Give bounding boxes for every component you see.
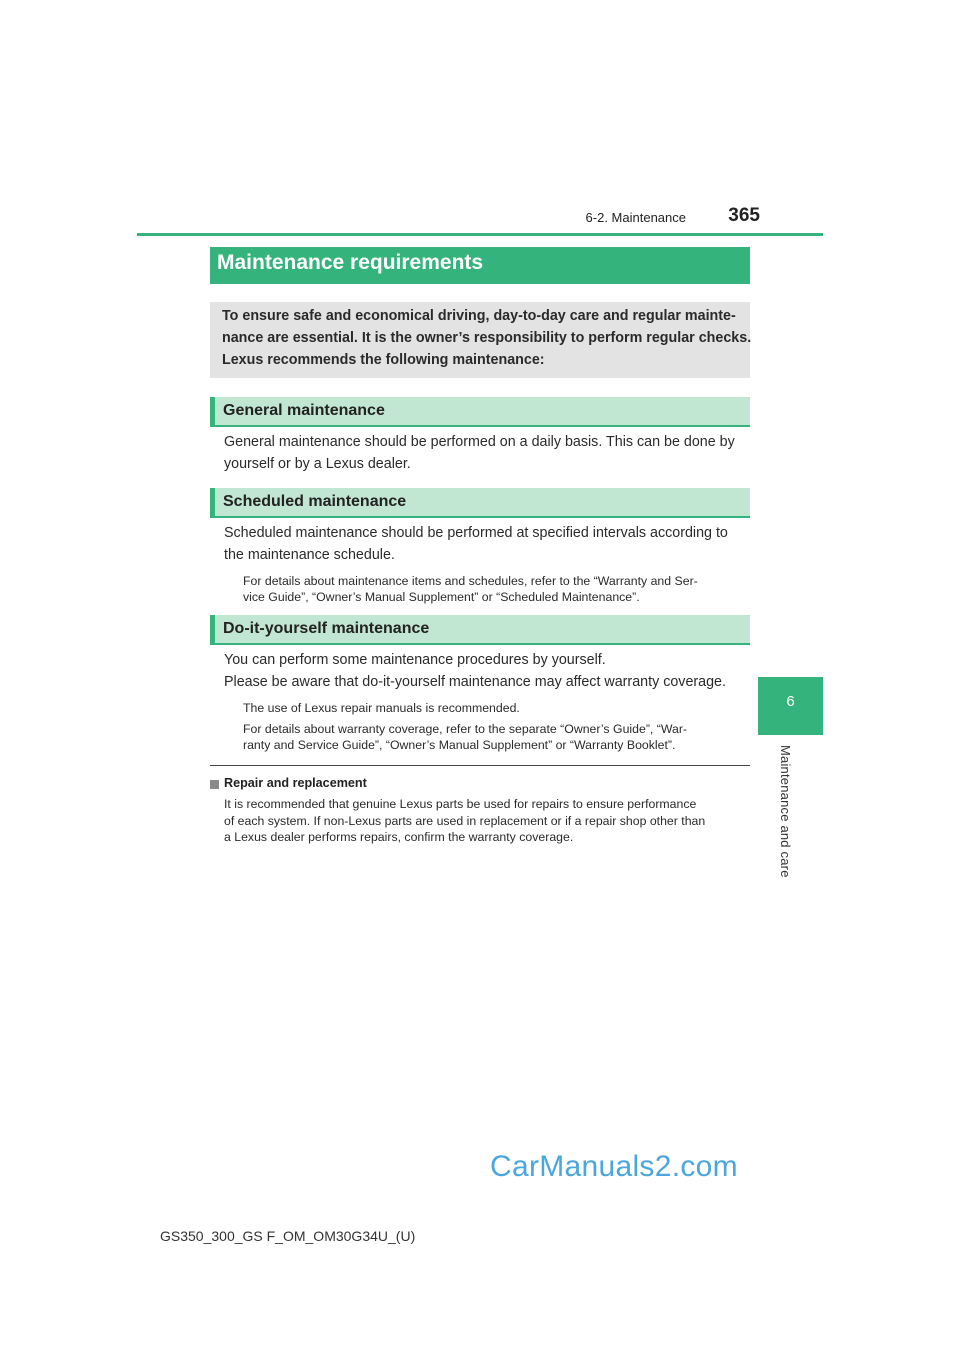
body-line: General maintenance should be performed on a daily basis. This can be done by <box>224 434 735 450</box>
section-label: 6-2. Maintenance <box>585 210 686 225</box>
section-marker <box>210 615 215 645</box>
body-line: It is recommended that genuine Lexus parts be used for repairs to ensure performance <box>224 797 697 811</box>
section-marker <box>210 397 215 427</box>
note-line: ranty and Service Guide”, “Owner’s Manual Supplement” or “Warranty Booklet”. <box>243 738 676 752</box>
body-line: yourself or by a Lexus dealer. <box>224 456 411 472</box>
body-line: of each system. If non-Lexus parts are used in replacement or if a repair shop other than <box>224 814 706 828</box>
note-line: vice Guide”, “Owner’s Manual Supplement” or “Scheduled Maintenance”. <box>243 590 640 604</box>
intro-line: To ensure safe and economical driving, day-to-day care and regular mainte- <box>222 308 736 324</box>
scheduled-maintenance-heading: Scheduled maintenance <box>223 493 407 510</box>
header-rule <box>137 233 823 236</box>
page-number: 365 <box>728 205 760 226</box>
general-maintenance-heading: General maintenance <box>223 402 385 419</box>
repair-heading: Repair and replacement <box>224 776 367 790</box>
intro-line: Lexus recommends the following maintenance: <box>222 352 545 368</box>
page-title: Maintenance requirements <box>217 251 484 274</box>
note-line: For details about maintenance items and schedules, refer to the “Warranty and Ser- <box>243 574 698 588</box>
body-line: the maintenance schedule. <box>224 547 395 563</box>
divider <box>210 765 750 766</box>
note-line: For details about warranty coverage, refer to the separate “Owner’s Guide”, “War- <box>243 722 688 736</box>
body-line: a Lexus dealer performs repairs, confirm the warranty coverage. <box>224 830 574 844</box>
watermark: CarManuals2.com <box>490 1150 738 1183</box>
square-bullet-icon <box>210 780 219 789</box>
body-line: You can perform some maintenance procedures by yourself. <box>224 652 606 668</box>
chapter-label: Maintenance and care <box>778 745 793 878</box>
diy-maintenance-heading: Do-it-yourself maintenance <box>223 620 430 637</box>
body-line: Scheduled maintenance should be performed at specified intervals according to <box>224 525 728 541</box>
body-line: Please be aware that do-it-yourself maintenance may affect warranty coverage. <box>224 674 726 690</box>
chapter-number: 6 <box>786 693 795 710</box>
footer-code: GS350_300_GS F_OM_OM30G34U_(U) <box>160 1228 416 1244</box>
section-marker <box>210 488 215 518</box>
note-line: The use of Lexus repair manuals is recommended. <box>243 701 520 715</box>
intro-line: nance are essential. It is the owner’s responsibility to perform regular checks. <box>222 330 752 346</box>
